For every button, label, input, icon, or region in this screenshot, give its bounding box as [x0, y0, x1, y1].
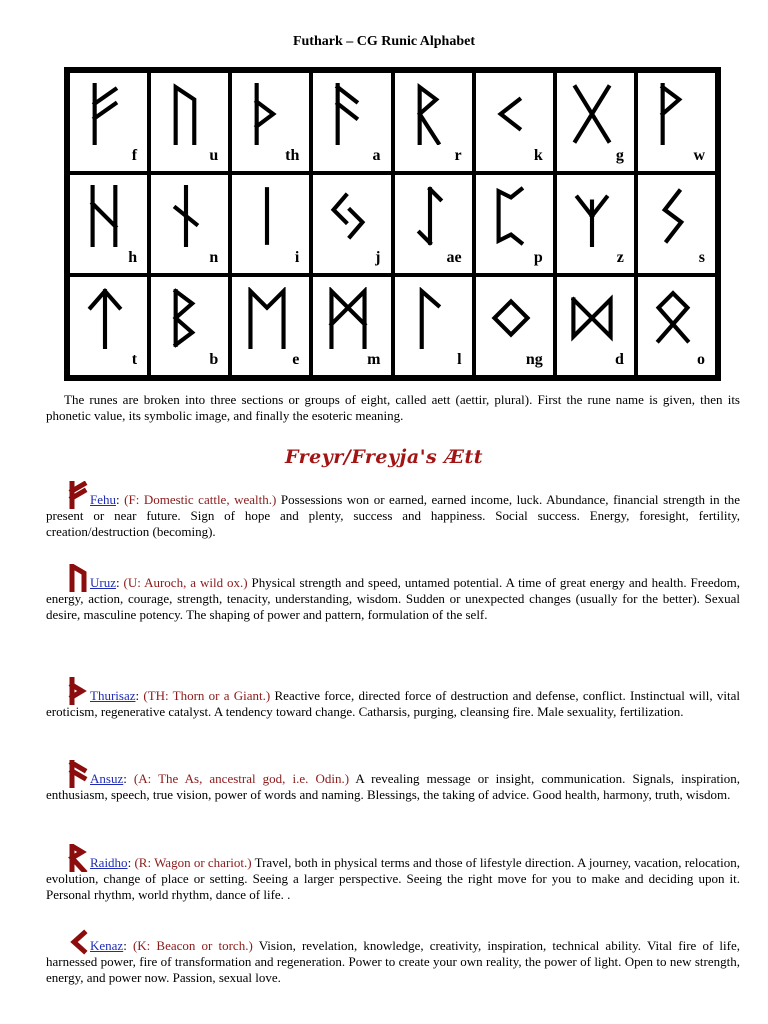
rune-cell: [68, 71, 149, 173]
rune-cell: [311, 173, 392, 275]
uruz-rune-icon: [46, 573, 90, 591]
colon: :: [127, 855, 135, 870]
rune-name-link[interactable]: Ansuz: [90, 771, 124, 786]
ingwaz-rune-icon: [490, 287, 532, 349]
rune-meaning: (R: Wagon or chariot.): [134, 855, 252, 870]
intro-paragraph: [46, 392, 740, 424]
rune-cell: [149, 173, 230, 275]
rune-letter: u: [209, 147, 219, 164]
laguz-rune-icon: [409, 287, 451, 349]
rune-entry-uruz: [46, 573, 740, 623]
rune-row-1: [68, 71, 717, 173]
rune-name-link[interactable]: Fehu: [90, 492, 116, 507]
rune-meaning: (A: The As, ancestral god, i.e. Odin.): [133, 771, 350, 786]
perthro-rune-icon: [490, 185, 532, 247]
rune-cell: [393, 275, 474, 377]
tiwaz-rune-icon: [84, 287, 126, 349]
rune-letter: r: [454, 147, 462, 164]
rune-entry-kenaz: [46, 936, 740, 986]
section-heading: Freyr/Freyja's Ætt: [284, 446, 484, 468]
rune-name-link[interactable]: Thurisaz: [90, 688, 136, 703]
rune-letter: w: [693, 147, 705, 164]
rune-letter: f: [131, 147, 138, 164]
rune-cell: [555, 173, 636, 275]
rune-cell: [230, 173, 311, 275]
rune-cell: [555, 275, 636, 377]
rune-letter: d: [614, 351, 624, 368]
rune-letter: s: [698, 249, 705, 266]
rune-letter: k: [533, 147, 543, 164]
rune-cell: [474, 71, 555, 173]
kenaz-rune-icon: [490, 83, 532, 145]
rune-meaning: (U: Auroch, a wild ox.): [123, 575, 248, 590]
rune-cell: [474, 173, 555, 275]
fehu-rune-icon: [46, 490, 90, 508]
rune-cell: [149, 71, 230, 173]
rune-row-3: [68, 275, 717, 377]
rune-name-link[interactable]: Uruz: [90, 575, 116, 590]
rune-description: Possessions won or earned, earned income, luck. Abundance, financial strength in the present or near future. Sign of hope and plenty, success and happiness. Social success. Energy, foresight, fertility, creation/destruction (becoming).: [46, 492, 740, 539]
jera-rune-icon: [327, 185, 369, 247]
rune-letter: ae: [446, 249, 462, 266]
rune-letter: h: [128, 249, 138, 266]
rune-letter: m: [367, 351, 381, 368]
rune-entry-ansuz: [46, 769, 740, 803]
rune-letter: a: [372, 147, 381, 164]
rune-description: Reactive force, directed force of destruction and defense, conflict. Instinctual will, vital eroticism, regenerative catalyst. A tendency toward change. Catharsis, purging, cleansing fire. Male sexuality, fertilization.: [46, 688, 741, 719]
algiz-rune-icon: [571, 185, 613, 247]
sowilo-rune-icon: [652, 185, 694, 247]
ehwaz-rune-icon: [246, 287, 288, 349]
rune-cell: [311, 275, 392, 377]
rune-cell: [474, 275, 555, 377]
rune-name-link[interactable]: Raidho: [90, 855, 128, 870]
rune-letter: z: [616, 249, 624, 266]
rune-cell: [393, 173, 474, 275]
rune-letter: th: [285, 147, 300, 164]
rune-row-2: [68, 173, 717, 275]
rune-letter: l: [457, 351, 462, 368]
rune-letter: o: [697, 351, 705, 368]
rune-letter: ng: [525, 351, 543, 368]
rune-description: Physical strength and speed, untamed potential. A time of great energy and health. Freedom, energy, action, courage, strength, tenacity, understanding, wisdom. Sudden or unexpected changes (usually for the better). Sexual desire, masculine potency. The shaping of power and pattern, formulation of the self.: [46, 575, 740, 622]
rune-cell: [230, 71, 311, 173]
berkano-rune-icon: [165, 287, 207, 349]
rune-cell: [636, 275, 717, 377]
rune-cell: [311, 71, 392, 173]
thurisaz-rune-icon: [46, 686, 90, 704]
rune-name-link[interactable]: Kenaz: [90, 938, 124, 953]
kenaz-rune-icon: [46, 936, 90, 954]
gebo-rune-icon: [571, 83, 613, 145]
rune-cell: [555, 71, 636, 173]
rune-cell: [68, 275, 149, 377]
fehu-rune-icon: [84, 83, 126, 145]
rune-letter: i: [294, 249, 300, 266]
rune-meaning: (F: Domestic cattle, wealth.): [124, 492, 277, 507]
colon: :: [116, 492, 125, 507]
colon: :: [123, 938, 133, 953]
mannaz-rune-icon: [327, 287, 369, 349]
rune-letter: n: [209, 249, 219, 266]
rune-letter: b: [209, 351, 219, 368]
dagaz-rune-icon: [571, 287, 613, 349]
rune-letter: g: [615, 147, 624, 164]
othala-rune-icon: [652, 287, 694, 349]
hagalaz-rune-icon: [84, 185, 126, 247]
rune-cell: [68, 173, 149, 275]
raidho-rune-icon: [46, 853, 90, 871]
rune-description: A revealing message or insight, communication. Signals, inspiration, enthusiasm, speech, true vision, power of words and naming. Blessings, the taking of advice. Good health, harmony, truth, wisdom.: [46, 771, 740, 802]
rune-alphabet-table: [64, 67, 721, 381]
thurisaz-rune-icon: [246, 83, 288, 145]
rune-entry-raidho: [46, 853, 740, 903]
rune-cell: [149, 275, 230, 377]
rune-letter: j: [375, 249, 381, 266]
rune-cell: [636, 173, 717, 275]
nauthiz-rune-icon: [165, 185, 207, 247]
colon: :: [135, 688, 144, 703]
rune-cell: [393, 71, 474, 173]
isa-rune-icon: [246, 185, 288, 247]
rune-entry-fehu: [46, 490, 740, 540]
rune-entry-thurisaz: [46, 686, 740, 720]
rune-cell: [230, 275, 311, 377]
rune-cell: [636, 71, 717, 173]
document-title: Futhark – CG Runic Alphabet: [292, 34, 476, 49]
ansuz-rune-icon: [327, 83, 369, 145]
rune-meaning: (TH: Thorn or a Giant.): [143, 688, 271, 703]
intro-text: The runes are broken into three sections or groups of eight, called aett (aettir, plural). First the rune name is given, then its phonetic value, its symbolic image, and finally the esoteric meaning.: [46, 392, 740, 423]
uruz-rune-icon: [165, 83, 207, 145]
wunjo-rune-icon: [652, 83, 694, 145]
rune-letter: p: [533, 249, 543, 266]
rune-meaning: (K: Beacon or torch.): [132, 938, 253, 953]
rune-letter: e: [292, 351, 300, 368]
raidho-rune-icon: [409, 83, 451, 145]
colon: :: [116, 575, 124, 590]
rune-description: Travel, both in physical terms and those of lifestyle direction. A journey, vacation, relocation, evolution, change of place or setting. Seeing a larger perspective. Seeing the right move for you to make and deciding upon it. Personal rhythm, world rhythm, dance of life. .: [46, 855, 740, 902]
rune-letter: t: [131, 351, 138, 368]
ansuz-rune-icon: [46, 769, 90, 787]
eihwaz-rune-icon: [409, 185, 451, 247]
rune-description: Vision, revelation, knowledge, creativity, inspiration, technical ability. Vital fire of life, harnessed power, fire of transformation and regeneration. Power to create your own reality, the power of light. Open to new strength, energy, and power now. Passion, sexual love.: [46, 938, 740, 985]
colon: :: [123, 771, 134, 786]
